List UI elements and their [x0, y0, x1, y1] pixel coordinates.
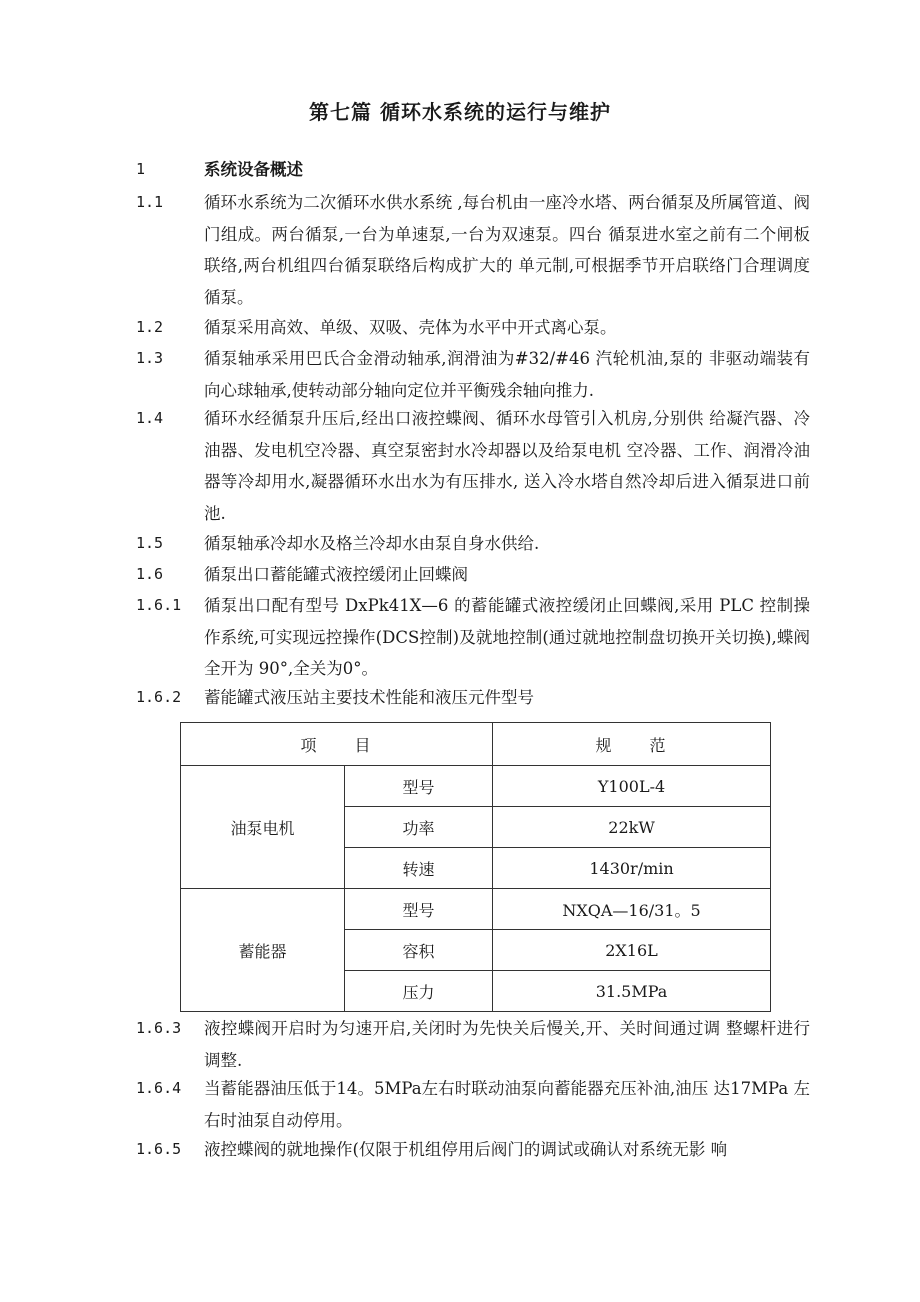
header-item: 项 目	[181, 723, 493, 766]
table-header-row	[181, 723, 771, 766]
section-text: 循环水经循泵升压后,经出口液控蝶阀、循环水母管引入机房,分别供 给凝汽器、冷油器、发电机空冷器、真空泵密封水冷却器以及给泵电机 空冷器、工作、润滑冷油器等冷却用水,凝器循环水出水为有压排水, 送入冷水塔自然冷却后进入循泵进口前池.	[204, 409, 810, 523]
row-label: 型号	[345, 766, 493, 807]
section-number: 1.6.4	[136, 1079, 182, 1097]
section-number: 1.6.5	[136, 1140, 182, 1158]
section-text: 循泵轴承采用巴氏合金滑动轴承,润滑油为#32/#46 汽轮机油,泵的 非驱动端装有向心球轴承,使转动部分轴向定位并平衡残余轴向推力.	[204, 349, 810, 400]
section-text: 液控蝶阀的就地操作(仅限于机组停用后阀门的调试或确认对系统无影 响	[204, 1140, 728, 1159]
section-text: 循环水系统为二次循环水供水系统 ,每台机由一座冷水塔、两台循泵及所属管道、阀门组成。两台循泵,一台为单速泵,一台为双速泵。四台 循泵进水室之前有二个闸板联络,两台机组四台循泵联络后构成扩大的 单元制,可根据季节开启联络门合理调度循泵。	[204, 193, 810, 307]
row-label: 型号	[345, 889, 493, 930]
section-text: 系统设备概述	[204, 160, 303, 179]
section-number: 1.3	[136, 349, 164, 367]
section-number: 1.6.3	[136, 1019, 182, 1037]
section-number: 1.2	[136, 318, 164, 336]
table-row	[181, 766, 771, 807]
row-value: 31.5MPa	[493, 971, 771, 1012]
section-text: 循泵出口配有型号 DxPk41X—6 的蓄能罐式液控缓闭止回蝶阀,采用 PLC 控制操作系统,可实现远控操作(DCS控制)及就地控制(通过就地控制盘切换开关切换),蝶阀全开为 90°,全关为0°。	[204, 596, 810, 678]
section-number: 1.5	[136, 534, 164, 552]
section-text: 循泵采用高效、单级、双吸、壳体为水平中开式离心泵。	[204, 318, 617, 337]
group-name: 油泵电机	[181, 766, 345, 889]
row-value: 1430r/min	[493, 848, 771, 889]
section-number: 1.1	[136, 193, 164, 211]
row-value: 22kW	[493, 807, 771, 848]
row-value: 2X16L	[493, 930, 771, 971]
section-text: 蓄能罐式液压站主要技术性能和液压元件型号	[204, 688, 534, 707]
group-name: 蓄能器	[181, 889, 345, 1012]
section-number: 1.4	[136, 409, 164, 427]
section-number: 1.6.2	[136, 688, 182, 706]
table-row	[181, 889, 771, 930]
header-spec: 规 范	[493, 723, 771, 766]
row-value: Y100L-4	[493, 766, 771, 807]
page-title: 第七篇 循环水系统的运行与维护	[309, 100, 611, 124]
section-text: 循泵出口蓄能罐式液控缓闭止回蝶阀	[204, 565, 468, 584]
row-label: 转速	[345, 848, 493, 889]
section-number: 1.6.1	[136, 596, 182, 614]
row-label: 容积	[345, 930, 493, 971]
section-number: 1	[136, 160, 146, 178]
spec-table	[180, 722, 771, 1012]
row-label: 压力	[345, 971, 493, 1012]
section-text: 循泵轴承冷却水及格兰冷却水由泵自身水供给.	[204, 534, 540, 553]
row-label: 功率	[345, 807, 493, 848]
section-number: 1.6	[136, 565, 164, 583]
section-text: 液控蝶阀开启时为匀速开启,关闭时为先快关后慢关,开、关时间通过调 整螺杆进行调整.	[204, 1019, 810, 1070]
section-text: 当蓄能器油压低于14。5MPa左右时联动油泵向蓄能器充压补油,油压 达17MPa 左右时油泵自动停用。	[204, 1079, 810, 1130]
row-value: NXQA—16/31。5	[493, 889, 771, 930]
